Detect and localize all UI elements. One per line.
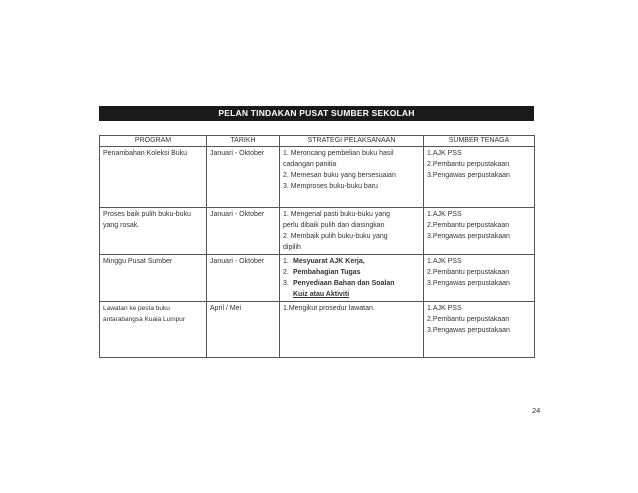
action-plan-table <box>99 135 535 358</box>
strategi-line: 2. Memesan buku yang bersesuaian <box>283 172 396 179</box>
cell-sumber <box>424 147 535 208</box>
cell-program <box>100 255 207 302</box>
strategi-item <box>283 267 420 278</box>
cell-strategi <box>280 255 424 302</box>
sumber-line: 2.Pembantu perpustakaan <box>427 316 510 323</box>
cell-sumber <box>424 302 535 358</box>
strategi-item <box>283 278 420 289</box>
strategi-line: 3. Memproses buku-buku baru <box>283 183 378 190</box>
strategi-line: perlu dibaik pulih dan diasingkan <box>283 222 385 229</box>
header-program: PROGRAM <box>100 136 207 147</box>
sumber-line: 3.Pengawas perpustakaan <box>427 280 510 287</box>
strategi-line: 1.Mengikut prosedur lawatan. <box>283 305 375 312</box>
table-row <box>100 255 535 302</box>
strategi-line: 1. Mengenal pasti buku-buku yang <box>283 211 391 218</box>
page-number: 24 <box>532 406 541 415</box>
strategi-line: dipilih <box>283 244 301 251</box>
cell-strategi <box>280 147 424 208</box>
strategi-item <box>283 256 420 267</box>
table-row <box>100 302 535 358</box>
sumber-line: 1.AJK PSS <box>427 258 462 265</box>
cell-sumber <box>424 208 535 255</box>
sumber-line: 2.Pembantu perpustakaan <box>427 222 510 229</box>
header-tarikh: TARIKH <box>207 136 280 147</box>
item-number: 1. <box>283 258 289 265</box>
cell-tarikh: Januari - Oktober <box>207 208 280 255</box>
strategi-line: 1. Meroncang pembelian buku hasil <box>283 150 394 157</box>
table-header-row <box>100 136 535 147</box>
header-sumber: SUMBER TENAGA <box>424 136 535 147</box>
cell-tarikh: Januari - Oktober <box>207 147 280 208</box>
strategi-item <box>283 289 420 300</box>
cell-program <box>100 302 207 358</box>
cell-tarikh: Januari - Oktober <box>207 255 280 302</box>
item-number: 3. <box>283 280 289 287</box>
program-text: Proses baik pulih buku-buku <box>103 211 191 218</box>
cell-sumber <box>424 255 535 302</box>
item-text: Kuiz atau Aktiviti <box>293 291 350 298</box>
sumber-line: 2.Pembantu perpustakaan <box>427 269 510 276</box>
header-strategi: STRATEGI PELAKSANAAN <box>280 136 424 147</box>
table-row <box>100 208 535 255</box>
table-row <box>100 147 535 208</box>
sumber-line: 3.Pengawas perpustakaan <box>427 233 510 240</box>
document-title: PELAN TINDAKAN PUSAT SUMBER SEKOLAH <box>99 106 534 121</box>
program-text: antarabangsa Kuala Lumpur <box>103 316 186 323</box>
item-text: Pembahagian Tugas <box>293 269 361 276</box>
sumber-line: 3.Pengawas perpustakaan <box>427 327 510 334</box>
program-text: yang rosak. <box>103 222 140 229</box>
program-text: Penambahan Koleksi Buku <box>103 150 188 157</box>
program-text: Lawatan ke pesta buku <box>103 305 170 312</box>
strategi-line: cadangan panitia <box>283 161 337 168</box>
sumber-line: 1.AJK PSS <box>427 305 462 312</box>
item-text: Mesyuarat AJK Kerja, <box>293 258 365 265</box>
sumber-line: 1.AJK PSS <box>427 211 462 218</box>
strategi-line: 2. Membaik pulih buku-buku yang <box>283 233 388 240</box>
sumber-line: 3.Pengawas perpustakaan <box>427 172 510 179</box>
cell-program <box>100 208 207 255</box>
cell-program <box>100 147 207 208</box>
item-text: Penyediaan Bahan dan Soalan <box>293 280 395 287</box>
cell-tarikh: April / Mei <box>207 302 280 358</box>
sumber-line: 2.Pembantu perpustakaan <box>427 161 510 168</box>
program-text: Minggu Pusat Sumber <box>103 258 173 265</box>
sumber-line: 1.AJK PSS <box>427 150 462 157</box>
cell-strategi <box>280 302 424 358</box>
item-number: 2. <box>283 269 289 276</box>
cell-strategi <box>280 208 424 255</box>
